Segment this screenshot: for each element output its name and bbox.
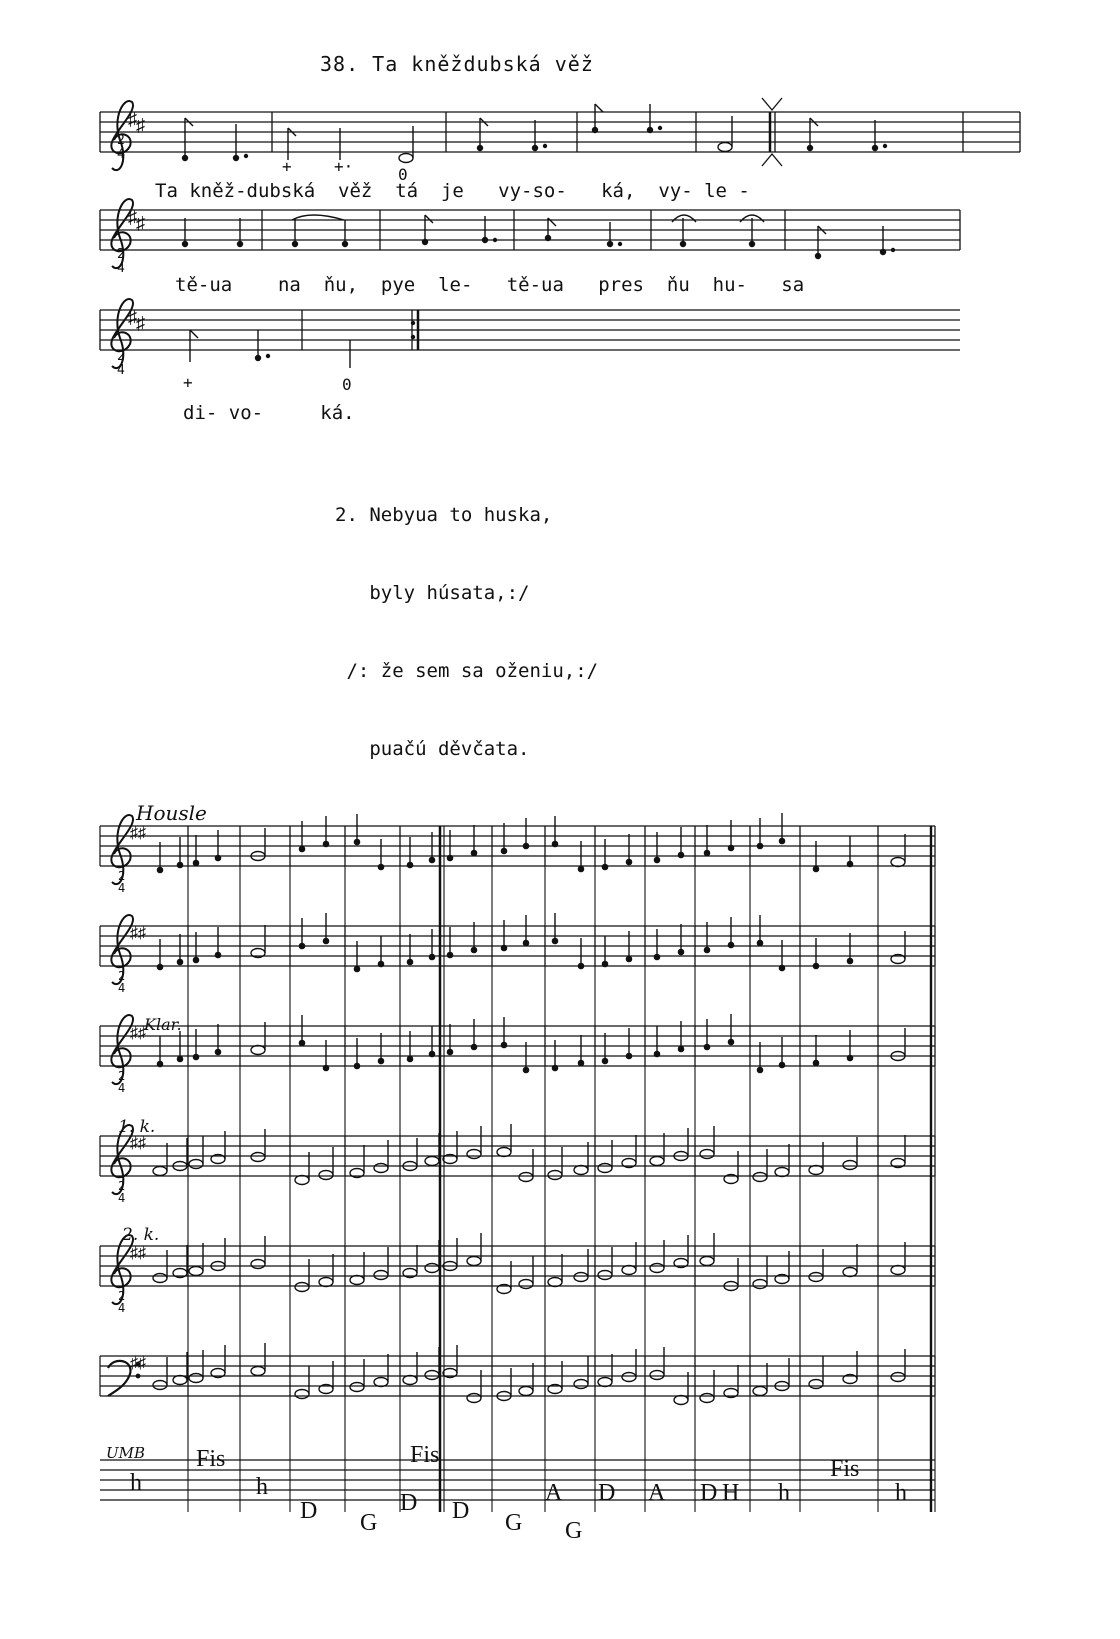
bass-letter: D [400, 1490, 418, 1516]
score-staff [100, 815, 935, 895]
note-head [700, 1150, 714, 1159]
note-head [574, 1273, 588, 1282]
svg-text:♯: ♯ [136, 115, 145, 135]
note-head [548, 1171, 562, 1180]
svg-text:2: 2 [117, 247, 125, 262]
bass-letter: D [700, 1480, 718, 1506]
bass-letter: G [505, 1510, 523, 1536]
note-head [753, 1173, 767, 1182]
time-signature: 4 [118, 1191, 126, 1205]
note-head [374, 1164, 388, 1173]
verse-line: puačú děvčata. [335, 738, 530, 760]
note-head [650, 1157, 664, 1166]
time-signature: 2 [118, 1289, 126, 1303]
note-head [622, 1266, 636, 1275]
vocal-staff-3 [100, 310, 960, 350]
note-head [374, 1378, 388, 1387]
bass-letter: H [722, 1480, 740, 1506]
note-head [622, 1373, 636, 1382]
note-head [574, 1166, 588, 1175]
sharp-icon: ♯♯ [130, 1025, 146, 1042]
note-head [173, 1376, 187, 1385]
note-head [189, 1160, 203, 1169]
verse-line: byly húsata,:/ [335, 582, 530, 604]
note-head [891, 1266, 905, 1275]
note-head [251, 1260, 265, 1269]
bass-letter: h [256, 1474, 268, 1500]
violin-label: Housle [136, 801, 207, 825]
note-head [775, 1168, 789, 1177]
note-head [374, 1271, 388, 1280]
note-head [809, 1273, 823, 1282]
score-staff [100, 915, 935, 995]
bass-letter: D [300, 1498, 318, 1524]
orchestral-score [0, 800, 1120, 1630]
note-head [251, 1046, 265, 1055]
note-head [319, 1278, 333, 1287]
note-head [650, 1264, 664, 1273]
note-head [467, 1394, 481, 1403]
svg-text:+: + [183, 373, 193, 392]
first-horn-label: 1. k. [118, 1117, 156, 1137]
vocal-score [0, 0, 1120, 430]
time-signature: 4 [118, 1081, 126, 1095]
note-head [425, 1264, 439, 1273]
lyric-line-2: tě-ua na ňu, pye le- tě-ua pres ňu hu- sa [175, 274, 805, 296]
note-head [843, 1268, 857, 1277]
note-head [425, 1157, 439, 1166]
bass-letter: Fis [410, 1442, 440, 1468]
bass-letter: G [565, 1518, 583, 1544]
svg-text:♯: ♯ [128, 109, 137, 129]
note-head [153, 1167, 167, 1176]
note-head [519, 1387, 533, 1396]
note-head [809, 1380, 823, 1389]
note-head [251, 1367, 265, 1376]
svg-text:0: 0 [398, 165, 408, 184]
note-head [467, 1257, 481, 1266]
verse-line: 2. Nebyua to huska, [335, 504, 553, 526]
svg-text:+: + [282, 157, 292, 176]
note-head [598, 1271, 612, 1280]
bass-letter: A [648, 1480, 666, 1506]
note-head [295, 1176, 309, 1185]
note-head [189, 1374, 203, 1383]
time-signature: 2 [118, 1069, 126, 1083]
bass-letter: h [778, 1480, 790, 1506]
note-head [295, 1390, 309, 1399]
verse-2 [335, 450, 598, 814]
note-head [891, 858, 905, 867]
sharp-icon: ♯♯ [130, 1245, 146, 1262]
svg-text:♯: ♯ [128, 307, 137, 327]
score-staff [100, 1015, 935, 1095]
note-head [843, 1161, 857, 1170]
clarinet-label: Klar. [144, 1015, 182, 1034]
note-head [153, 1381, 167, 1390]
lyric-line-3: di- vo- ká. [183, 402, 355, 424]
verse-line: /: že sem sa oženiu,:/ [335, 660, 599, 682]
note-head [403, 1376, 417, 1385]
svg-text:4: 4 [117, 261, 125, 276]
note-head [753, 1280, 767, 1289]
svg-text:♯: ♯ [128, 207, 137, 227]
note-head [809, 1166, 823, 1175]
note-head [753, 1387, 767, 1396]
svg-text:♯: ♯ [136, 213, 145, 233]
note-head [189, 1267, 203, 1276]
note-head [153, 1274, 167, 1283]
note-head [425, 1371, 439, 1380]
vocal-notes-2 [183, 215, 895, 259]
bass-letter: D [452, 1498, 470, 1524]
note-head [548, 1278, 562, 1287]
svg-text:+·: +· [334, 157, 354, 176]
note-head [674, 1396, 688, 1405]
bass-letter: Fis [830, 1456, 860, 1482]
bass-letter: h [130, 1470, 142, 1496]
svg-text:2: 2 [117, 349, 125, 364]
note-head [467, 1150, 481, 1159]
time-signature: 2 [118, 1179, 126, 1193]
note-head [700, 1394, 714, 1403]
bass-letter: D [598, 1480, 616, 1506]
note-head [598, 1164, 612, 1173]
sharp-icon: ♯♯ [130, 825, 146, 842]
time-signature: 4 [118, 1301, 126, 1315]
sharp-icon: ♯♯ [130, 1135, 146, 1152]
note-head [519, 1280, 533, 1289]
note-head [519, 1173, 533, 1182]
svg-text:0: 0 [342, 375, 352, 394]
svg-text:4: 4 [117, 147, 125, 162]
note-head [497, 1148, 511, 1157]
svg-text:♯: ♯ [136, 313, 145, 333]
time-signature: 4 [118, 981, 126, 995]
time-signature: 2 [118, 869, 126, 883]
second-horn-label: 2. k. [122, 1225, 160, 1245]
bass-letter: h [895, 1480, 907, 1506]
sharp-icon: ♯♯ [130, 1355, 146, 1372]
note-head [319, 1171, 333, 1180]
bass-letter: Fis [196, 1446, 226, 1472]
note-head [350, 1383, 364, 1392]
note-head [350, 1276, 364, 1285]
svg-text:2: 2 [117, 133, 125, 148]
note-head [574, 1380, 588, 1389]
bass-letter: A [545, 1480, 563, 1506]
song-title: 38. Ta kněždubská věž [320, 52, 594, 76]
sharp-icon: ♯♯ [130, 925, 146, 942]
note-head [700, 1257, 714, 1266]
vocal-notes-1 [183, 104, 887, 163]
bass-letter: G [360, 1510, 378, 1536]
time-signature: 4 [118, 881, 126, 895]
note-head [598, 1378, 612, 1387]
note-head [295, 1283, 309, 1292]
note-head [891, 1373, 905, 1382]
bass-label: UMB [106, 1444, 146, 1462]
lyric-line-1: Ta kněž-dubská věž tá je vy-so- ká, vy- le - [155, 180, 750, 202]
note-head [251, 1153, 265, 1162]
svg-text:4: 4 [117, 363, 125, 378]
note-head [650, 1371, 664, 1380]
time-signature: 2 [118, 969, 126, 983]
vocal-staff-2 [100, 210, 960, 250]
